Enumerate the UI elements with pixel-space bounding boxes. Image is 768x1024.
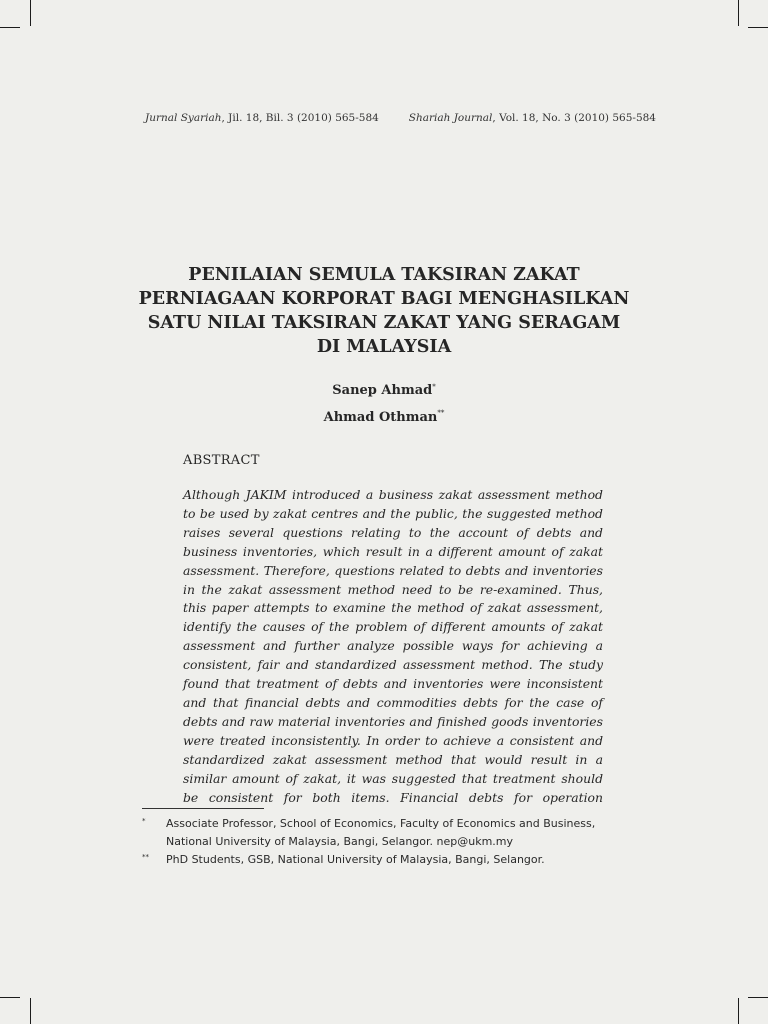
footnote-divider — [142, 808, 264, 809]
crop-mark-bottom-left-horizontal — [0, 997, 20, 998]
abstract-line: assessment and further analyze possible ways for achieving a — [183, 638, 603, 654]
footnotes — [142, 815, 662, 869]
crop-mark-top-right-horizontal — [748, 27, 768, 28]
crop-mark-bottom-right-horizontal — [748, 997, 768, 998]
running-head — [145, 112, 656, 124]
abstract-line: be consistent for both items. Financial debts for operation — [183, 789, 603, 805]
abstract-line: Although JAKIM introduced a business zakat assessment method — [183, 487, 603, 502]
crop-mark-top-left-horizontal — [0, 27, 20, 28]
footnote-2 — [142, 851, 662, 869]
footnote-mark: ** — [142, 853, 149, 861]
abstract-line: consistent, fair and standardized assessment method. The study — [183, 657, 603, 673]
title-line: DI MALAYSIA — [316, 337, 452, 357]
author-2 — [100, 402, 668, 428]
footnote-mark: * — [142, 817, 146, 825]
author-1 — [100, 376, 668, 402]
crop-mark-top-left-vertical — [30, 0, 31, 26]
crop-mark-top-right-vertical — [738, 0, 739, 26]
paper-title — [100, 263, 668, 359]
running-head-left — [145, 112, 379, 124]
title-line: PENILAIAN SEMULA TAKSIRAN ZAKAT — [188, 265, 580, 285]
abstract-line: similar amount of zakat, it was suggested that treatment should — [183, 770, 603, 786]
abstract-line: to be used by zakat centres and the public, the suggested method — [183, 505, 603, 521]
author-name: Ahmad Othman — [323, 409, 438, 425]
running-head-left-journal: Jurnal Syariah — [145, 112, 222, 124]
running-head-right — [409, 112, 656, 124]
abstract-body — [183, 486, 603, 807]
title-line: PERNIAGAAN KORPORAT BAGI MENGHASILKAN — [138, 289, 630, 309]
abstract-line: assessment. Therefore, questions related to debts and inventories — [183, 562, 603, 578]
crop-mark-bottom-right-vertical — [738, 998, 739, 1024]
crop-mark-bottom-left-vertical — [30, 998, 31, 1024]
footnote-line: Associate Professor, School of Economics, Faculty of Economics and Business, — [166, 817, 596, 830]
abstract-line: business inventories, which result in a different amount of zakat — [183, 543, 603, 559]
footnote-line: PhD Students, GSB, National University of Malaysia, Bangi, Selangor. — [166, 853, 545, 866]
abstract-line: identify the causes of the problem of different amounts of zakat — [183, 619, 603, 635]
author-footnote-mark: ** — [437, 409, 445, 418]
abstract-line: were treated inconsistently. In order to achieve a consistent and — [183, 732, 603, 748]
running-head-left-citation: , Jil. 18, Bil. 3 (2010) 565-584 — [221, 112, 379, 124]
abstract-line: this paper attempts to examine the method of zakat assessment, — [183, 600, 603, 616]
title-line: SATU NILAI TAKSIRAN ZAKAT YANG SERAGAM — [147, 313, 621, 333]
running-head-right-citation: , Vol. 18, No. 3 (2010) 565-584 — [492, 112, 656, 124]
abstract-line: in the zakat assessment method need to be re-examined. Thus, — [183, 581, 603, 597]
abstract-line: found that treatment of debts and inventories were inconsistent — [183, 676, 603, 692]
abstract-line: standardized zakat assessment method that would result in a — [183, 751, 603, 767]
author-name: Sanep Ahmad — [332, 383, 433, 399]
running-head-right-journal: Shariah Journal — [408, 112, 493, 124]
abstract-line: raises several questions relating to the account of debts and — [183, 524, 603, 540]
abstract-line: and that financial debts and commodities debts for the case of — [183, 694, 603, 710]
footnote-1 — [142, 815, 662, 851]
abstract-line: debts and raw material inventories and finished goods inventories — [183, 713, 603, 729]
abstract-heading: ABSTRACT — [183, 453, 260, 468]
author-footnote-mark: * — [432, 383, 436, 391]
footnote-text — [166, 815, 595, 851]
footnote-text — [166, 851, 545, 869]
footnote-line: National University of Malaysia, Bangi, Selangor. nep@ukm.my — [166, 835, 514, 848]
author-list — [100, 376, 668, 429]
